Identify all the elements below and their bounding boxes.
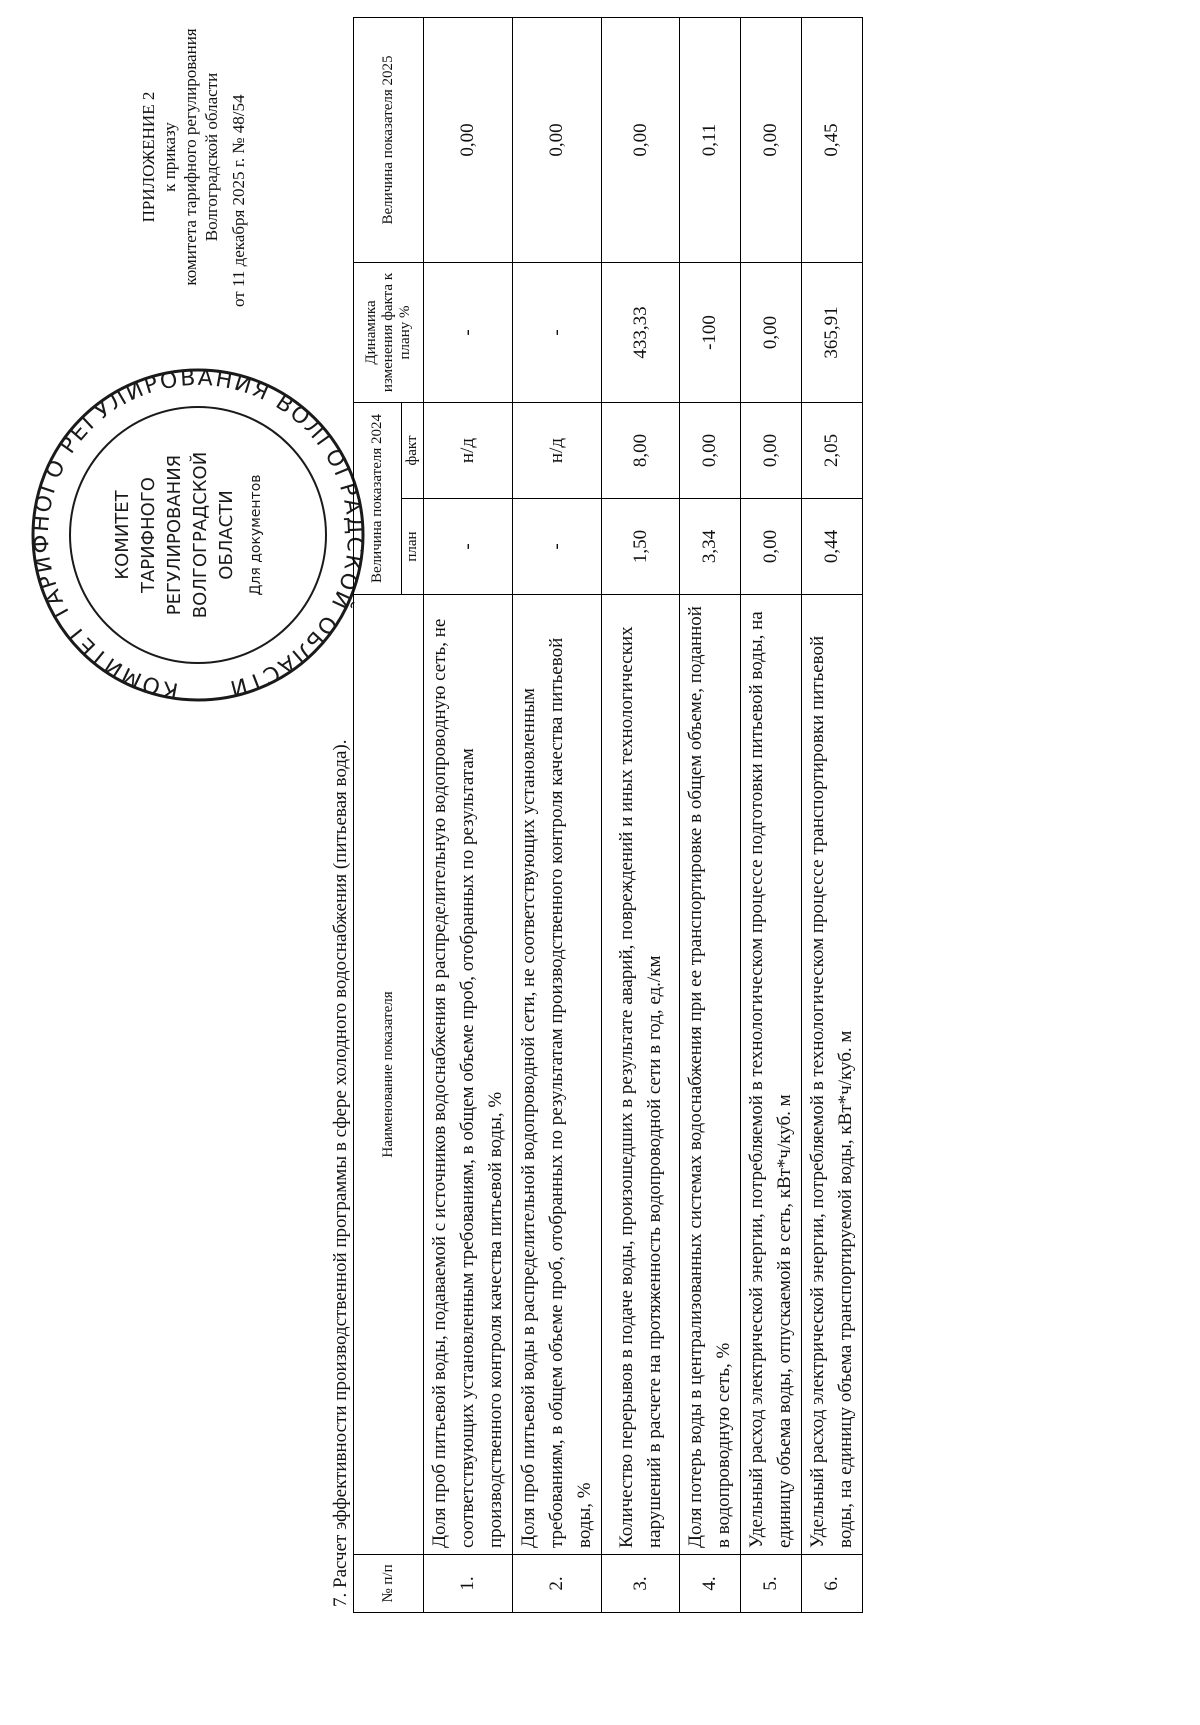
committee-label: комитета тарифного регулирования bbox=[181, 28, 200, 286]
table-row bbox=[513, 17, 602, 1612]
order-date: от 11 декабря 2025 г. № 48/54 bbox=[229, 94, 248, 307]
row-number: 4. bbox=[680, 1555, 741, 1613]
section-title: 7. Расчет эффективности производственной программы в сфере холодного водоснабжения (питьевая вода). bbox=[330, 739, 351, 1607]
row-value-2025: 0,00 bbox=[602, 17, 680, 262]
row-dynamics: 0,00 bbox=[741, 262, 802, 402]
row-fact-2024: н/д bbox=[424, 402, 513, 498]
seal-line-3: РЕГУЛИРОВАНИЯ bbox=[164, 454, 185, 616]
row-dynamics: -100 bbox=[680, 262, 741, 402]
row-plan-2024: 3,34 bbox=[680, 499, 741, 595]
row-fact-2024: 0,00 bbox=[680, 402, 741, 498]
row-plan-2024: 0,44 bbox=[802, 499, 863, 595]
row-number: 5. bbox=[741, 1555, 802, 1613]
row-value-2025: 0,11 bbox=[680, 17, 741, 262]
table-row bbox=[680, 17, 741, 1612]
row-value-2025: 0,00 bbox=[424, 17, 513, 262]
seal-line-5: ОБЛАСТИ bbox=[216, 490, 237, 580]
header-num: № п/п bbox=[354, 1555, 424, 1613]
header-plan: план bbox=[402, 499, 424, 595]
efficiency-table bbox=[353, 17, 863, 1613]
row-value-2025: 0,45 bbox=[802, 17, 863, 262]
header-value-2024: Величина показателя 2024 bbox=[354, 402, 402, 594]
approval-header bbox=[138, 7, 249, 307]
table-row bbox=[741, 17, 802, 1612]
row-number: 2. bbox=[513, 1555, 602, 1613]
header-name: Наименование показателя bbox=[354, 595, 424, 1555]
row-plan-2024: 0,00 bbox=[741, 499, 802, 595]
row-fact-2024: 0,00 bbox=[741, 402, 802, 498]
row-dynamics: 365,91 bbox=[802, 262, 863, 402]
table-row bbox=[802, 17, 863, 1612]
header-dynamics: Динамика изменения факта к плану % bbox=[354, 262, 424, 402]
seal-line-1: КОМИТЕТ bbox=[112, 490, 133, 580]
row-value-2025: 0,00 bbox=[513, 17, 602, 262]
row-plan-2024: - bbox=[513, 499, 602, 595]
row-fact-2024: н/д bbox=[513, 402, 602, 498]
seal-line-4: ВОЛГОГРАДСКОЙ bbox=[190, 451, 211, 619]
row-indicator-name: Доля проб питьевой воды в распределительной водопроводной сети, не соответствующих установленным требованиям, в общем объеме проб, отобранных по результатам производственного контроля качества питьевой воды, % bbox=[513, 595, 602, 1555]
row-plan-2024: - bbox=[424, 499, 513, 595]
header-fact: факт bbox=[402, 402, 424, 498]
row-fact-2024: 8,00 bbox=[602, 402, 680, 498]
row-dynamics: - bbox=[513, 262, 602, 402]
row-number: 1. bbox=[424, 1555, 513, 1613]
row-number: 3. bbox=[602, 1555, 680, 1613]
row-plan-2024: 1,50 bbox=[602, 499, 680, 595]
seal-line-2: ТАРИФНОГО bbox=[138, 477, 159, 593]
row-fact-2024: 2,05 bbox=[802, 402, 863, 498]
to-order-label: к приказу bbox=[160, 122, 179, 192]
header-row-1 bbox=[354, 17, 402, 1612]
table-row bbox=[602, 17, 680, 1612]
region-label: Волгоградской области bbox=[202, 72, 221, 242]
seal-line-6: Для документов bbox=[248, 474, 264, 596]
row-dynamics: 433,33 bbox=[602, 262, 680, 402]
row-indicator-name: Удельный расход электрической энергии, потребляемой в технологическом процессе транспортировки питьевой воды, на единицу объема транспортируемой воды, кВт*ч/куб. м bbox=[802, 595, 863, 1555]
seal-outer-text: КОМИТЕТ ТАРИФНОГО РЕГУЛИРОВАНИЯ ВОЛГОГРАДСКОЙ ОБЛАСТИ bbox=[28, 365, 368, 703]
row-indicator-name: Доля потерь воды в централизованных системах водоснабжения при ее транспортировке в общем объеме, поданной в водопроводную сеть, % bbox=[680, 595, 741, 1555]
row-indicator-name: Количество перерывов в подаче воды, произошедших в результате аварий, повреждений и иных технологических нарушений в расчете на протяженность водопроводной сети в год, ед./км bbox=[602, 595, 680, 1555]
row-indicator-name: Удельный расход электрической энергии, потребляемой в технологическом процессе подготовки питьевой воды, на единицу объема воды, отпускаемой в сеть, кВт*ч/куб. м bbox=[741, 595, 802, 1555]
official-seal bbox=[28, 365, 368, 705]
row-indicator-name: Доля проб питьевой воды, подаваемой с источников водоснабжения в распределительную водопроводную сеть, не соответствующих установленным требованиям, в общем объеме проб, отобранных по результатам производственного контроля качества питьевой воды, % bbox=[424, 595, 513, 1555]
table-row bbox=[424, 17, 513, 1612]
row-value-2025: 0,00 bbox=[741, 17, 802, 262]
appendix-label: ПРИЛОЖЕНИЕ 2 bbox=[139, 91, 158, 223]
row-dynamics: - bbox=[424, 262, 513, 402]
header-value-2025: Величина показателя 2025 bbox=[354, 17, 424, 262]
row-number: 6. bbox=[802, 1555, 863, 1613]
